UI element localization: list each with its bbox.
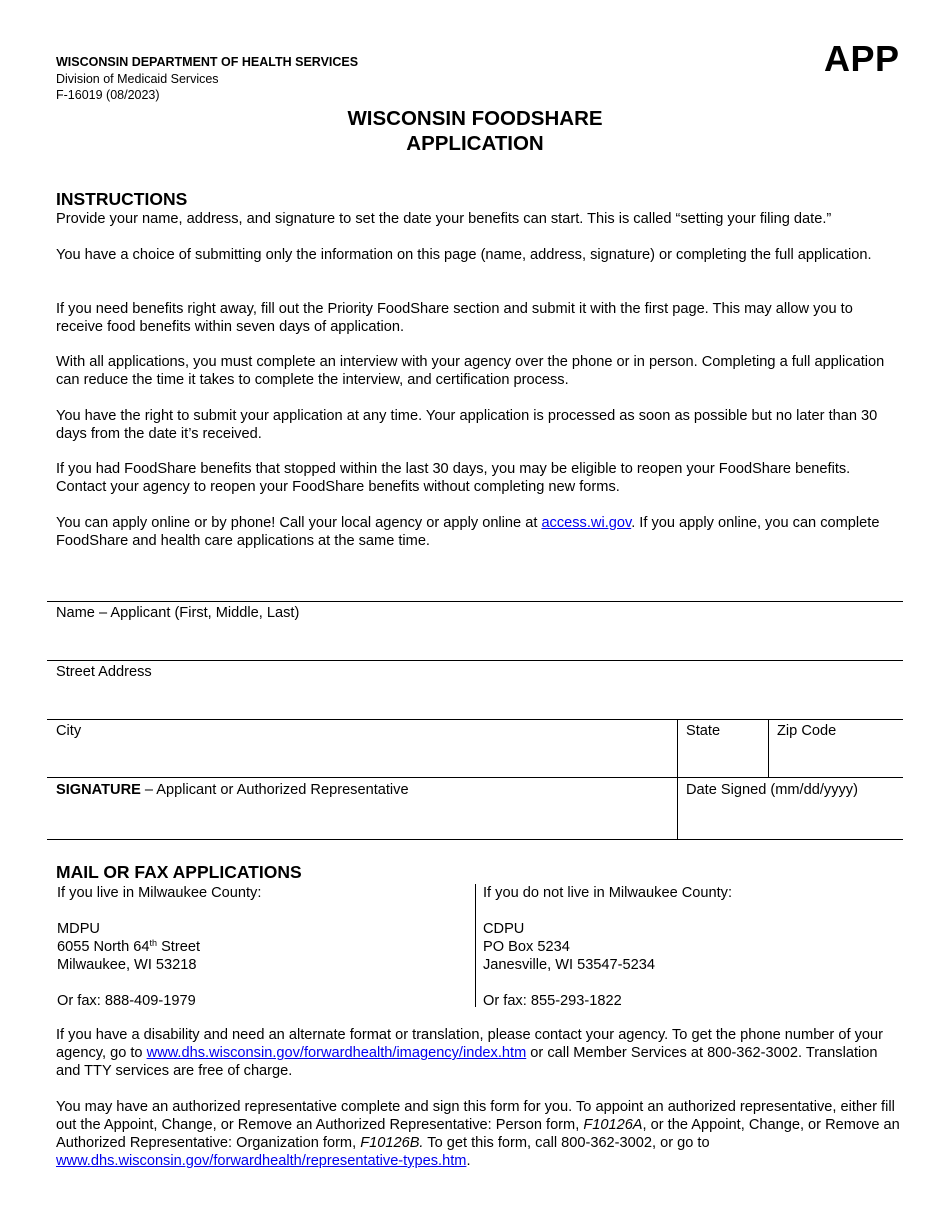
form-bottom-rule [47,839,903,840]
disability-paragraph [56,1026,901,1080]
signature-label-rest: – Applicant or Authorized Representative [140,782,409,798]
milwaukee-intro: If you live in Milwaukee County: [57,885,262,901]
state-label: State [686,723,721,739]
city-field[interactable] [56,743,671,775]
instructions-heading: INSTRUCTIONS [56,189,188,209]
instructions-paragraph-1: Provide your name, address, and signature to set the date your benefits can start. This is called “setting your filing date.” [56,211,832,227]
instructions-paragraph-6: If you had FoodShare benefits that stopped within the last 30 days, you may be eligible to reopen your FoodShare benefits. Contact your agency to reopen your FoodShare benefits without completing new forms. [56,461,851,495]
rep-form-a: F10126A [583,1117,643,1133]
instructions-paragraph-7 [56,514,896,550]
department-name: WISCONSIN DEPARTMENT OF HEALTH SERVICES [56,55,359,69]
non-milwaukee-street: PO Box 5234 [483,939,570,955]
rep-text-1: You may have an authorized representative complete and sign this form for you. To appoint an authorized representative, either fill out the Appoint, Change, or Remove an Authorized Representative: Person form, [56,1099,895,1133]
mail-column-divider [475,884,476,1007]
instructions-paragraph-3: If you need benefits right away, fill out the Priority FoodShare section and submit it with the first page. This may allow you to receive food benefits within seven days of application. [56,301,853,335]
name-bottom-rule [47,660,903,661]
non-milwaukee-address-block [483,884,732,1010]
imagency-link[interactable]: www.dhs.wisconsin.gov/forwardhealth/imagency/index.htm [146,1045,527,1061]
representative-types-link[interactable]: www.dhs.wisconsin.gov/forwardhealth/representative-types.htm [56,1153,467,1169]
zip-code-label: Zip Code [777,723,837,739]
instructions-paragraph-2: You have a choice of submitting only the information on this page (name, address, signature) or completing the full application. [56,247,872,263]
street-address-field[interactable] [56,684,896,716]
non-milwaukee-intro: If you do not live in Milwaukee County: [483,885,733,901]
milwaukee-street-suffix: th [149,938,158,948]
milwaukee-fax: Or fax: 888-409-1979 [57,993,196,1009]
name-field[interactable] [56,625,896,657]
milwaukee-street-name: Street [157,939,201,955]
apply-online-text-end: . If you apply online, you can complete FoodShare and health care applications at the same time. [56,515,880,549]
milwaukee-street-number: 6055 North 64 [57,939,150,955]
form-number: F-16019 (08/2023) [56,88,160,102]
rep-text-end: . [466,1153,471,1169]
milwaukee-city: Milwaukee, WI 53218 [57,957,197,973]
authorized-rep-paragraph [56,1098,901,1170]
rep-form-b: F10126B. [360,1135,424,1151]
milwaukee-address-block [57,884,261,1010]
mail-fax-heading: MAIL OR FAX APPLICATIONS [56,862,302,882]
non-milwaukee-fax: Or fax: 855-293-1822 [483,993,622,1009]
division-name: Division of Medicaid Services [56,72,219,86]
app-code: APP [824,38,900,79]
city-label: City [56,723,82,739]
disability-text: If you have a disability and need an alternate format or translation, please contact your agency. To get the phone number of your agency, go to [56,1027,883,1061]
milwaukee-street [57,938,261,956]
milwaukee-org: MDPU [57,921,100,937]
apply-online-text: You can apply online or by phone! Call your local agency or apply online at [56,515,542,531]
date-signed-field[interactable] [684,802,899,836]
non-milwaukee-org: CDPU [483,921,525,937]
signature-label [56,782,409,798]
form-title-line1: WISCONSIN FOODSHARE [347,107,603,130]
access-wi-gov-link[interactable]: access.wi.gov [541,515,632,531]
instructions-paragraph-4: With all applications, you must complete an interview with your agency over the phone or in person. Completing a full application can reduce the time it takes to complete the interview, and certification process. [56,354,885,388]
form-title-line2: APPLICATION [406,132,544,155]
name-label: Name – Applicant (First, Middle, Last) [56,605,300,621]
signature-field[interactable] [56,802,671,836]
date-signed-label: Date Signed (mm/dd/yyyy) [686,782,858,798]
form-title [0,106,950,156]
zip-left-divider [768,719,769,777]
zip-code-field[interactable] [775,743,900,775]
rep-text-2: , or the Appoint, Change, or Remove an Authorized Representative: Organization form, [56,1117,900,1151]
street-bottom-rule [47,719,903,720]
city-bottom-rule [47,777,903,778]
form-top-rule [47,601,903,602]
rep-text-3: To get this form, call 800-362-3002, or go to [423,1135,710,1151]
state-field[interactable] [684,743,764,775]
instructions-paragraph-5: You have the right to submit your application at any time. Your application is processed as soon as possible but no later than 30 days from the date it’s received. [56,408,878,442]
state-left-divider [677,719,678,840]
street-address-label: Street Address [56,664,152,680]
signature-label-bold: SIGNATURE [56,782,141,798]
disability-text-end: or call Member Services at 800-362-3002. Translation and TTY services are free of charge. [56,1045,878,1079]
non-milwaukee-city: Janesville, WI 53547-5234 [483,957,655,973]
